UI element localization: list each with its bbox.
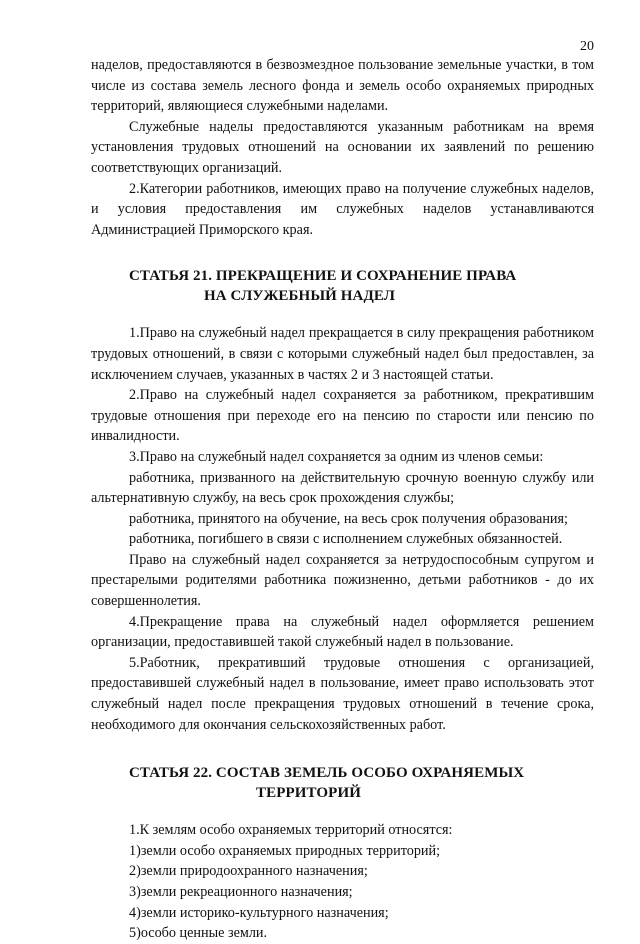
article-21-title-line-2: НА СЛУЖЕБНЫЙ НАДЕЛ bbox=[204, 288, 396, 305]
article-21-paragraph-3: 3.Право на служебный надел сохраняется за одним из членов семьи: bbox=[129, 448, 544, 465]
article-22-title-line-1: СТАТЬЯ 22. СОСТАВ ЗЕМЕЛЬ ОСОБО ОХРАНЯЕМЫХ bbox=[129, 765, 525, 782]
list-item: 2)земли природоохранного назначения; bbox=[129, 863, 368, 880]
article-22-heading bbox=[91, 763, 594, 803]
article-22-paragraph-1: 1.К землям особо охраняемых территорий относятся: bbox=[129, 822, 453, 839]
page-number: 20 bbox=[580, 39, 594, 54]
list-item: 1)земли особо охраняемых природных территорий; bbox=[129, 842, 441, 859]
article-21-paragraph-3c: работника, погибшего в связи с исполнением служебных обязанностей. bbox=[129, 531, 563, 548]
intro-paragraph-2: Служебные наделы предоставляются указанным работникам на время установления трудовых отношений на основании их заявлений по решению соответствующих организаций. bbox=[91, 118, 594, 176]
article-21-paragraph-1: 1.Право на служебный надел прекращается в силу прекращения работником трудовых отношений, в связи с которыми служебный надел был предоставлен, за исключением случаев, указанных в частях 2 и 3 настоящей статьи. bbox=[91, 325, 594, 383]
article-21-paragraph-5: 5.Работник, прекративший трудовые отношения с организацией, предоставившей служебный надел в пользование, имеет право использовать этот служебный надел после прекращения трудовых отношений в течение срока, необходимого для окончания сельскохозяйственных работ. bbox=[91, 654, 594, 733]
article-21-paragraph-2: 2.Право на служебный надел сохраняется за работником, прекратившим трудовые отношения при переходе его на пенсию по старости или пенсию по инвалидности. bbox=[91, 387, 594, 445]
article-21-paragraph-3b: работника, принятого на обучение, на весь срок получения образования; bbox=[129, 510, 568, 527]
article-21-heading bbox=[91, 266, 594, 306]
article-21-paragraph-3d: Право на служебный надел сохраняется за нетрудоспособным супругом и престарелыми родителями работника пожизненно, детьми работников - до их совершеннолетия. bbox=[91, 551, 594, 610]
list-item: 5)особо ценные земли. bbox=[129, 925, 268, 942]
list-item: 4)земли историко-культурного назначения; bbox=[129, 904, 389, 921]
intro-paragraph-1: наделов, предоставляются в безвозмездное пользование земельные участки, в том числе из состава земель лесного фонда и земель особо охраняемых природных территорий, являющиеся служебными наделами. bbox=[91, 57, 594, 115]
intro-paragraph-3: 2.Категории работников, имеющих право на получение служебных наделов, и условия предоставления им служебных наделов устанавливаются Администрацией Приморского края. bbox=[91, 180, 594, 238]
list-item: 3)земли рекреационного назначения; bbox=[129, 884, 353, 900]
document-body bbox=[91, 55, 594, 944]
article-22-title-line-2: ТЕРРИТОРИЙ bbox=[256, 785, 361, 802]
article-22-list bbox=[91, 820, 594, 944]
article-21-paragraph-3a: работника, призванного на действительную срочную военную службу или альтернативную службу, на весь срок прохождения службы; bbox=[91, 469, 594, 507]
article-21-title-line-1: СТАТЬЯ 21. ПРЕКРАЩЕНИЕ И СОХРАНЕНИЕ ПРАВА bbox=[129, 268, 517, 285]
article-21-paragraph-4: 4.Прекращение права на служебный надел оформляется решением организации, предоставившей такой служебный надел в пользование. bbox=[91, 613, 594, 651]
